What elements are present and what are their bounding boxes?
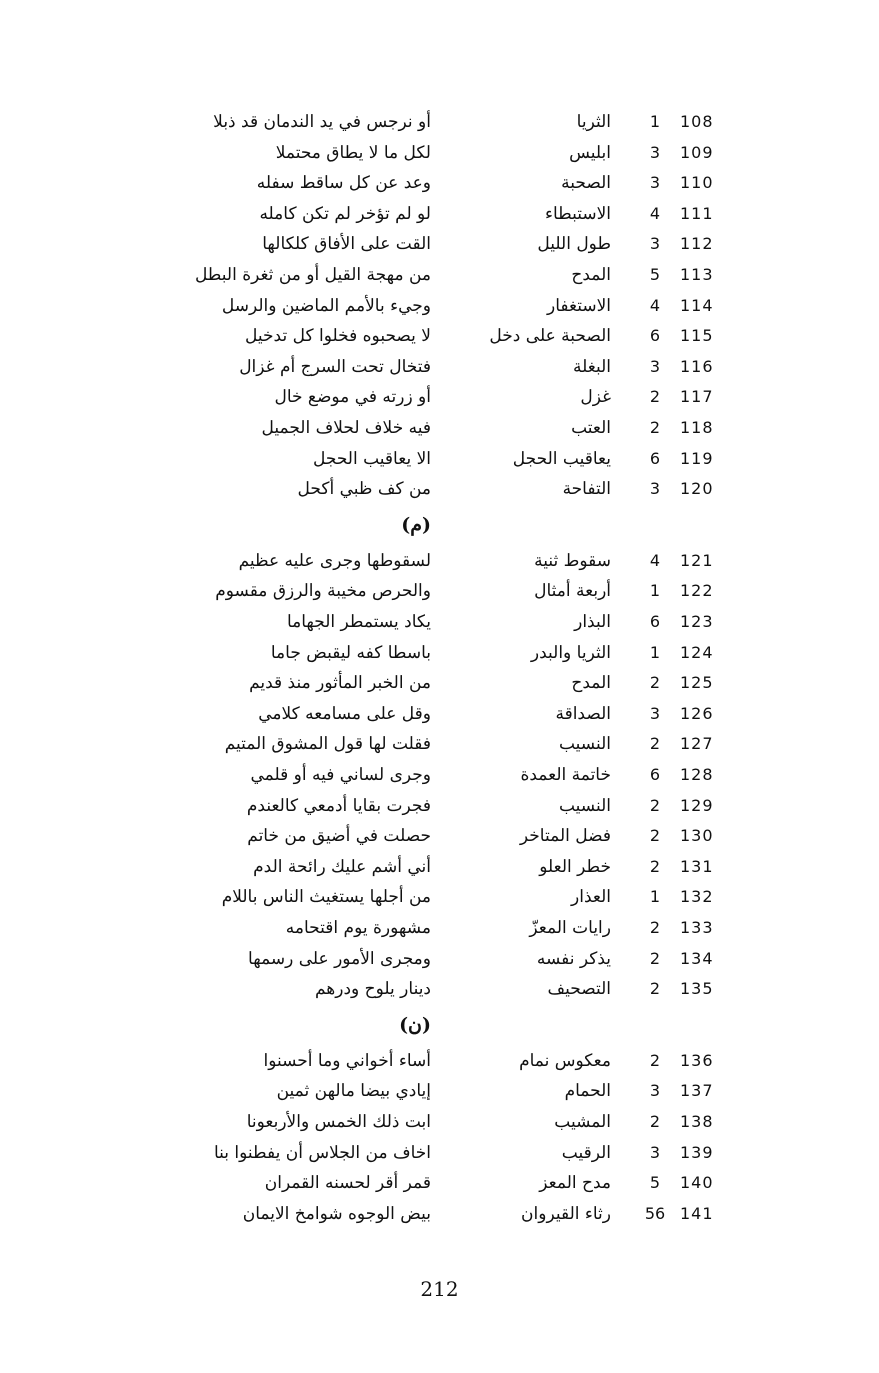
first-verse: وجرى لساني فيه أو قلمي	[250, 765, 431, 785]
index-row	[0, 882, 879, 912]
poem-title: المدح	[571, 673, 611, 694]
poem-title: الحمام	[564, 1081, 611, 1102]
page-number: 212	[420, 1277, 459, 1301]
poem-title: يذكر نفسه	[536, 948, 611, 969]
index-row	[0, 668, 879, 698]
entry-number: 111	[680, 203, 714, 223]
poem-title: سقوط ثنية	[534, 550, 611, 571]
entry-number: 109	[680, 142, 714, 162]
first-verse: الا يعاقيب الحجل	[312, 448, 431, 469]
first-verse: بيض الوجوه شوامخ الايمان	[242, 1203, 431, 1224]
entry-number: 114	[680, 295, 714, 315]
poem-title: معكوس نمام	[519, 1050, 611, 1071]
verse-count: 6	[649, 448, 661, 468]
index-row	[0, 260, 879, 290]
index-row	[0, 1107, 879, 1137]
index-row	[0, 1168, 879, 1198]
index-row	[0, 607, 879, 637]
first-verse: وقل على مسامعه كلامي	[258, 703, 431, 724]
index-row	[0, 382, 879, 412]
verse-count: 5	[649, 265, 661, 284]
poem-title: المشيب	[554, 1112, 611, 1132]
entry-number: 126	[680, 703, 714, 723]
verse-count: 1	[649, 581, 661, 601]
verse-count: 4	[649, 550, 661, 570]
verse-count: 2	[649, 856, 661, 876]
first-verse: دينار يلوح ودرهم	[314, 979, 431, 1000]
index-row	[0, 546, 879, 576]
entry-number: 118	[680, 418, 714, 437]
first-verse: فجرت بقايا أدمعي كالعندم	[246, 795, 431, 816]
entry-number: 141	[680, 1203, 714, 1223]
first-verse: فيه خلاف لحلاف الجميل	[261, 418, 431, 438]
index-row	[0, 852, 879, 882]
poem-title: رثاء القيروان	[521, 1203, 611, 1224]
first-verse: من كف ظبي أكحل	[297, 479, 431, 500]
index-row	[0, 1199, 879, 1229]
poem-title: مدح المعز	[539, 1173, 611, 1194]
first-verse: أو نرجس في يد الندمان قد ذبلا	[213, 112, 431, 132]
first-verse: فتخال تحت السرج أم غزال	[239, 356, 431, 377]
first-verse: وعد عن كل ساقط سفله	[256, 173, 431, 194]
verse-count: 3	[649, 142, 661, 162]
poem-title: المدح	[571, 265, 611, 285]
verse-count: 6	[649, 612, 661, 631]
verse-count: 2	[649, 1050, 661, 1070]
verse-count: 2	[649, 418, 661, 437]
first-verse: فقلت لها قول المشوق المتيم	[224, 734, 431, 755]
verse-count: 2	[649, 795, 661, 815]
poem-title: فضل المتاخر	[519, 826, 611, 847]
first-verse: وجيء بالأمم الماضين والرسل	[221, 295, 431, 316]
verse-count: 3	[649, 356, 661, 376]
entry-number: 132	[680, 887, 714, 907]
index-row	[0, 229, 879, 259]
verse-count: 2	[649, 948, 661, 968]
poem-title: الثريا	[576, 112, 611, 132]
first-verse: أو زرته في موضع خال	[274, 387, 431, 408]
verse-count: 3	[649, 1142, 661, 1162]
index-row	[0, 107, 879, 137]
poem-title: النسيب	[558, 795, 611, 816]
poem-title: التفاحة	[562, 479, 611, 500]
poem-title: البذار	[574, 612, 611, 632]
verse-count: 6	[649, 765, 661, 784]
index-row	[0, 413, 879, 443]
entry-number: 135	[680, 979, 714, 999]
index-row	[0, 699, 879, 729]
entry-number: 115	[680, 326, 714, 346]
first-verse: ابت ذلك الخمس والأربعونا	[246, 1112, 431, 1132]
index-row	[0, 321, 879, 351]
section-heading: (ن)	[399, 1013, 431, 1036]
verse-count: 2	[649, 918, 661, 937]
poem-title: طول الليل	[537, 234, 611, 255]
entry-number: 112	[680, 234, 714, 254]
index-row	[0, 291, 879, 321]
poem-title: البغلة	[573, 356, 611, 377]
poem-title: خطر العلو	[539, 856, 611, 877]
entry-number: 120	[680, 479, 714, 499]
verse-count: 3	[649, 173, 661, 193]
poem-title: أربعة أمثال	[534, 581, 611, 602]
poem-title: العذار	[571, 887, 611, 908]
index-row	[0, 444, 879, 474]
poem-title: الصحبة على دخل	[489, 326, 611, 347]
index-row	[0, 168, 879, 198]
poem-title: الرقيب	[561, 1142, 611, 1163]
poem-title: الثريا والبدر	[530, 642, 611, 663]
first-verse: لكل ما لا يطاق محتملا	[275, 142, 431, 163]
verse-count: 2	[649, 979, 661, 999]
entry-number: 108	[680, 112, 714, 131]
entry-number: 128	[680, 765, 714, 784]
first-verse: باسطا كفه ليقبض جاما	[270, 642, 431, 663]
verse-count: 2	[649, 826, 661, 846]
first-verse: حصلت في أضيق من خاتم	[247, 826, 431, 847]
verse-count: 2	[649, 387, 661, 407]
poem-title: غزل	[580, 387, 611, 408]
index-row	[0, 138, 879, 168]
index-row	[0, 944, 879, 974]
verse-count: 4	[649, 203, 661, 223]
index-row	[0, 760, 879, 790]
entry-number: 119	[680, 448, 714, 468]
index-row	[0, 791, 879, 821]
verse-count: 1	[649, 642, 661, 662]
first-verse: والحرص مخيبة والرزق مقسوم	[215, 581, 431, 602]
poem-title: ابليس	[569, 142, 611, 163]
first-verse: من مهجة القيل أو من ثغرة البطل	[194, 265, 431, 285]
entry-number: 140	[680, 1173, 714, 1193]
poem-title: الصحبة	[561, 173, 611, 194]
first-verse: اخاف من الجلاس أن يفطنوا بنا	[213, 1142, 431, 1163]
first-verse: إيادي بيضا مالهن ثمين	[276, 1081, 431, 1102]
first-verse: أساء أخواني وما أحسنوا	[263, 1050, 431, 1071]
entry-number: 131	[680, 856, 714, 876]
entry-number: 121	[680, 550, 714, 570]
index-row	[0, 821, 879, 851]
entry-number: 127	[680, 734, 714, 754]
poem-title: التصحيف	[547, 979, 611, 1000]
verse-count: 56	[644, 1203, 666, 1223]
first-verse: مشهورة يوم اقتحامه	[285, 918, 431, 938]
verse-count: 4	[649, 295, 661, 315]
poem-title: النسيب	[558, 734, 611, 755]
first-verse: القت على الأفاق كلكالها	[262, 234, 431, 255]
index-row	[0, 352, 879, 382]
poem-title: خاتمة العمدة	[520, 765, 611, 785]
verse-count: 2	[649, 734, 661, 754]
index-row	[0, 474, 879, 504]
first-verse: أني أشم عليك رائحة الدم	[253, 856, 431, 877]
entry-number: 122	[680, 581, 714, 601]
section-heading: (م)	[401, 513, 431, 536]
entry-number: 134	[680, 948, 714, 968]
entry-number: 113	[680, 265, 714, 284]
entry-number: 117	[680, 387, 714, 407]
entry-number: 130	[680, 826, 714, 846]
entry-number: 116	[680, 356, 714, 376]
verse-count: 6	[649, 326, 661, 346]
poem-title: العتب	[571, 418, 611, 438]
first-verse: ومجرى الأمور على رسمها	[248, 948, 431, 969]
verse-count: 2	[649, 1112, 661, 1131]
verse-count: 3	[649, 479, 661, 499]
first-verse: يكاد يستمطر الجهاما	[286, 612, 431, 632]
index-row	[0, 913, 879, 943]
entry-number: 136	[680, 1050, 714, 1070]
first-verse: لا يصحبوه فخلوا كل تدخيل	[245, 326, 431, 347]
index-row	[0, 1076, 879, 1106]
verse-count: 3	[649, 703, 661, 723]
verse-count: 1	[649, 887, 661, 907]
poem-title: رايات المعزّ	[529, 918, 611, 938]
first-verse: من أجلها يستغيث الناس باللام	[221, 887, 431, 908]
entry-number: 129	[680, 795, 714, 815]
first-verse: من الخبر المأثور منذ قديم	[249, 673, 431, 694]
first-verse: لسقوطها وجرى عليه عظيم	[238, 550, 431, 571]
index-row	[0, 638, 879, 668]
entry-number: 124	[680, 642, 714, 662]
entry-number: 138	[680, 1112, 714, 1131]
poem-title: الصداقة	[555, 703, 611, 724]
first-verse: قمر أقر لحسنه القمران	[264, 1173, 431, 1194]
entry-number: 125	[680, 673, 714, 693]
entry-number: 137	[680, 1081, 714, 1101]
entry-number: 139	[680, 1142, 714, 1162]
index-row	[0, 1138, 879, 1168]
index-row	[0, 576, 879, 606]
entry-number: 110	[680, 173, 714, 193]
entry-number: 123	[680, 612, 714, 631]
verse-count: 5	[649, 1173, 661, 1193]
index-row	[0, 729, 879, 759]
index-row	[0, 974, 879, 1004]
verse-count: 2	[649, 673, 661, 693]
poem-title: الاستبطاء	[544, 203, 611, 224]
index-row	[0, 1046, 879, 1076]
poem-title: الاستغفار	[547, 295, 611, 316]
verse-count: 1	[649, 112, 661, 131]
first-verse: لو لم تؤخر لم تكن كامله	[259, 203, 431, 224]
entry-number: 133	[680, 918, 714, 937]
index-row	[0, 199, 879, 229]
poem-title: يعاقيب الحجل	[512, 448, 611, 469]
verse-count: 3	[649, 234, 661, 254]
verse-count: 3	[649, 1081, 661, 1101]
